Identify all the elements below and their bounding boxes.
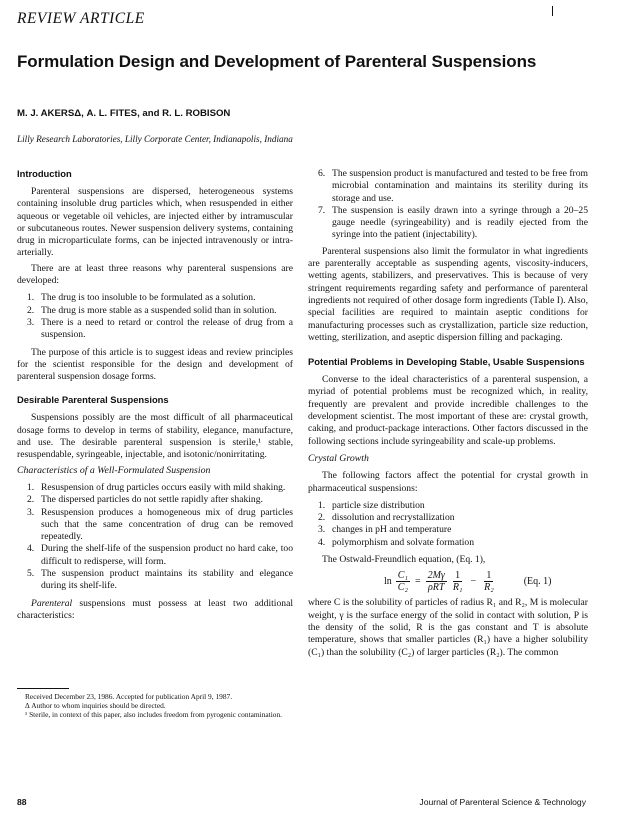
list-item: 6. The suspension product is manufactured and tested to be free from microbial contamination and maintains its sterility during its storage and use. (318, 168, 588, 204)
fraction: $\frac{2M\gamma}{\text{ρRT}}$ (427, 570, 445, 594)
section-heading-introduction: Introduction (17, 168, 72, 179)
equation-ostwald-freundlich: ln $\frac{\text{C₁}}{\text{C₂}}$ = $\frac{2M\gamma}{\text{ρRT}}$ $\frac{1}{\text{R₁}}$ − $\frac{1}{\text{R₂}}$ (Eq. 1) (384, 570, 552, 594)
paragraph: Suspensions possibly are the most difficult of all pharmaceutical dosage forms to develop in terms of stability, elegance, manufacture, and use. The desirable parenteral suspension is sterile,¹ stable, resuspendable, syringeable, injectable, and isotonic/nonirritating. (17, 412, 293, 461)
reasons-list (17, 292, 293, 341)
fraction: $\frac{1}{\text{R₁}}$ (452, 570, 463, 594)
list-item: 5. The suspension product maintains its stability and elegance during its shelf-life. (27, 568, 293, 592)
list-item: 2. The drug is more stable as a suspended solid than in solution. (27, 304, 277, 316)
subsection-heading-crystal-growth: Crystal Growth (308, 452, 369, 464)
left-column (17, 168, 293, 622)
footnote: ¹ Sterile, in context of this paper, also includes freedom from pyrogenic contamination. (25, 710, 283, 719)
subsection-heading-characteristics: Characteristics of a Well-Formulated Suspension (17, 464, 211, 476)
list-item: 1. The drug is too insoluble to be formulated as a solution. (27, 292, 256, 304)
list-item: 4. polymorphism and solvate formation (318, 536, 475, 548)
section-heading-desirable: Desirable Parenteral Suspensions (17, 394, 169, 406)
paragraph: The Ostwald-Freundlich equation, (Eq. 1), (322, 554, 486, 566)
footnote: Received December 23, 1986. Accepted for publication April 9, 1987. (25, 692, 233, 701)
crop-mark (552, 6, 553, 16)
paragraph: There are at least three reasons why parenteral suspensions are developed: (17, 262, 293, 287)
characteristics-list (17, 482, 293, 593)
paragraph: where C is the solubility of particles of radius R₁ and R₂, M is molecular weight, γ is the surface energy of the solid in contact with solution, P is the density of the solid, R is the gas constant and T is absolute temperature, shows that smaller particles (R₁) have a higher solubility (C₁) than the solubility (C₂) of larger particles (R₂). The common (308, 597, 588, 658)
list-item: 3. changes in pH and temperature (318, 524, 452, 536)
fraction: $\frac{1}{\text{R₂}}$ (484, 570, 494, 594)
page-number: 88 (17, 797, 27, 807)
paragraph: The purpose of this article is to suggest ideas and review principles for the scientist responsible for the design and development of parenteral suspension dosage forms. (17, 346, 293, 383)
paragraph: Converse to the ideal characteristics of a parenteral suspension, a myriad of potential problems must be recognized which, in reality, frequently are prevalent and provide incredible challenges to the development scientist. The most important of these are: crystal growth, caking, and product-package interactions. Other factors discussed in the following sections include syringeability and scale-up problems. (308, 374, 588, 447)
right-column (308, 168, 588, 659)
affiliation: Lilly Research Laboratories, Lilly Corporate Center, Indianapolis, Indiana (17, 134, 293, 144)
author-list: M. J. AKERSΔ, A. L. FITES, and R. L. ROBISON (17, 108, 231, 119)
list-item: 3. Resuspension produces a homogeneous mix of drug particles such that the same concentration of drug can be removed repeatedly. (27, 506, 293, 543)
fraction: $\frac{\text{C₁}}{\text{C₂}}$ (397, 570, 408, 594)
article-type-label: REVIEW ARTICLE (17, 10, 145, 27)
factors-list (308, 500, 588, 549)
list-item: 2. The dispersed particles do not settle rapidly after shaking. (27, 494, 263, 506)
list-item: 2. dissolution and recrystallization (318, 512, 455, 524)
footnotes (17, 692, 285, 719)
list-item: 3. There is a need to retard or control the release of drug from a suspension. (27, 316, 293, 341)
article-title: Formulation Design and Development of Parenteral Suspensions (17, 52, 537, 71)
paragraph: Parenteral suspensions are dispersed, heterogeneous systems containing insoluble drug particles which, when resuspended in either aqueous or vegetable oil vehicles, are injected either by intramuscular or subcutaneous routes. Newer suspension delivery systems, containing drug in microparticulate forms, can be injected intravenously or intra-arterially. (17, 186, 293, 259)
footnote: Δ Author to whom inquiries should be directed. (25, 701, 166, 710)
paragraph: Parenteral suspensions also limit the formulator in what ingredients are parenterally acceptable as suspending agents, viscosity-inducers, wetting agents, stabilizers, and preservatives. This is because of very stringent requirements regarding safety and performance of parenteral ingredients not required of other dosage form ingredients (Table I). Also, special facilities are required to maintain aseptic conditions for manufacturing processes such as crystallization, particle size reduction, wetting, sterilization, and aseptic dispersion filling and packaging. (308, 245, 588, 343)
paragraph: Parenteral suspensions must possess at least two additional characteristics: (17, 597, 293, 621)
list-item: 1. Resuspension of drug particles occurs easily with mild shaking. (27, 481, 286, 493)
journal-name: Journal of Parenteral Science & Technology (419, 797, 586, 807)
section-heading-problems: Potential Problems in Developing Stable, Usable Suspensions (308, 356, 585, 368)
characteristics-list-continued (308, 168, 588, 242)
list-item: 1. particle size distribution (318, 499, 425, 511)
footnote-rule (17, 688, 69, 689)
list-item: 7. The suspension is easily drawn into a syringe through a 20–25 gauge needle (syringeability) and is readily ejected from the syringe into the patient (injectability). (318, 204, 588, 241)
list-item: 4. During the shelf-life of the suspension product no hard cake, too difficult to redisperse, will form. (27, 543, 293, 567)
paragraph: The following factors affect the potential for crystal growth in pharmaceutical suspensions: (308, 470, 588, 494)
equation-label: (Eq. 1) (523, 575, 552, 587)
